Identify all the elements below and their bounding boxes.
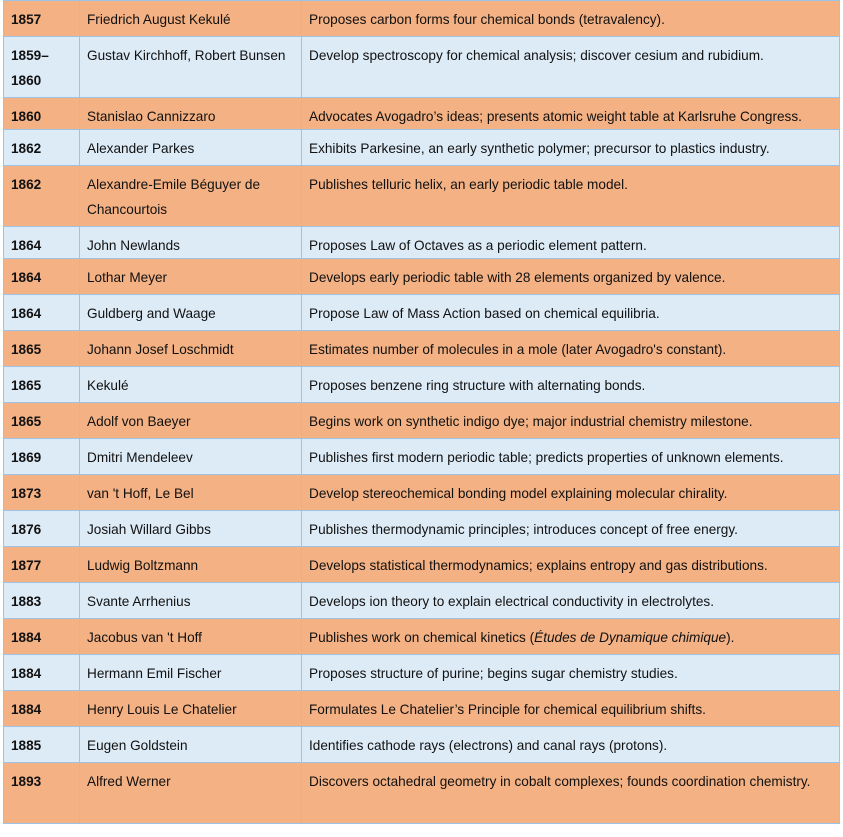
year-cell: 1873 bbox=[4, 475, 80, 511]
event-cell: Proposes benzene ring structure with alternating bonds. bbox=[302, 367, 840, 403]
event-cell: Publishes thermodynamic principles; introduces concept of free energy. bbox=[302, 511, 840, 547]
event-cell: Develops ion theory to explain electrical conductivity in electrolytes. bbox=[302, 583, 840, 619]
person-cell: Alexandre-Emile Béguyer de Chancourtois bbox=[80, 166, 302, 227]
year-cell: 1884 bbox=[4, 655, 80, 691]
person-cell: Guldberg and Waage bbox=[80, 295, 302, 331]
person-cell: Friedrich August Kekulé bbox=[80, 1, 302, 37]
event-cell: Publishes telluric helix, an early periodic table model. bbox=[302, 166, 840, 227]
year-cell: 1864 bbox=[4, 259, 80, 295]
person-cell: Hermann Emil Fischer bbox=[80, 655, 302, 691]
person-cell: Stanislao Cannizzaro bbox=[80, 98, 302, 130]
person-cell: Alexander Parkes bbox=[80, 130, 302, 166]
person-cell: Kekulé bbox=[80, 367, 302, 403]
timeline-body bbox=[4, 1, 840, 824]
person-cell: Svante Arrhenius bbox=[80, 583, 302, 619]
person-cell: Adolf von Baeyer bbox=[80, 403, 302, 439]
event-cell bbox=[302, 619, 840, 655]
person-cell: van 't Hoff, Le Bel bbox=[80, 475, 302, 511]
event-cell: Publishes first modern periodic table; predicts properties of unknown elements. bbox=[302, 439, 840, 475]
event-cell: Begins work on synthetic indigo dye; major industrial chemistry milestone. bbox=[302, 403, 840, 439]
person-cell: Eugen Goldstein bbox=[80, 727, 302, 763]
event-cell: Formulates Le Chatelier’s Principle for chemical equilibrium shifts. bbox=[302, 691, 840, 727]
year-cell: 1883 bbox=[4, 583, 80, 619]
year-cell: 1877 bbox=[4, 547, 80, 583]
person-cell: John Newlands bbox=[80, 227, 302, 259]
event-italic-title: Études de Dynamique chimique bbox=[534, 630, 727, 645]
event-cell: Develops early periodic table with 28 elements organized by valence. bbox=[302, 259, 840, 295]
year-cell: 1864 bbox=[4, 295, 80, 331]
year-cell: 1857 bbox=[4, 1, 80, 37]
person-cell: Alfred Werner bbox=[80, 763, 302, 824]
event-cell: Identifies cathode rays (electrons) and canal rays (protons). bbox=[302, 727, 840, 763]
chemistry-timeline-table bbox=[3, 0, 840, 824]
person-cell: Dmitri Mendeleev bbox=[80, 439, 302, 475]
person-cell: Josiah Willard Gibbs bbox=[80, 511, 302, 547]
year-cell: 1865 bbox=[4, 331, 80, 367]
year-cell: 1859–1860 bbox=[4, 37, 80, 98]
event-cell: Proposes carbon forms four chemical bonds (tetravalency). bbox=[302, 1, 840, 37]
year-cell: 1865 bbox=[4, 403, 80, 439]
person-cell: Johann Josef Loschmidt bbox=[80, 331, 302, 367]
year-cell: 1860 bbox=[4, 98, 80, 130]
person-cell: Henry Louis Le Chatelier bbox=[80, 691, 302, 727]
year-cell: 1884 bbox=[4, 691, 80, 727]
person-cell: Jacobus van 't Hoff bbox=[80, 619, 302, 655]
person-cell: Lothar Meyer bbox=[80, 259, 302, 295]
person-cell: Gustav Kirchhoff, Robert Bunsen bbox=[80, 37, 302, 98]
year-cell: 1862 bbox=[4, 166, 80, 227]
event-cell: Develops statistical thermodynamics; explains entropy and gas distributions. bbox=[302, 547, 840, 583]
event-cell: Develop stereochemical bonding model explaining molecular chirality. bbox=[302, 475, 840, 511]
event-cell: Develop spectroscopy for chemical analysis; discover cesium and rubidium. bbox=[302, 37, 840, 98]
year-cell: 1865 bbox=[4, 367, 80, 403]
year-cell: 1862 bbox=[4, 130, 80, 166]
event-cell: Proposes Law of Octaves as a periodic element pattern. bbox=[302, 227, 840, 259]
event-text-suffix: ). bbox=[726, 630, 735, 645]
event-cell: Proposes structure of purine; begins sugar chemistry studies. bbox=[302, 655, 840, 691]
year-cell: 1876 bbox=[4, 511, 80, 547]
event-cell: Discovers octahedral geometry in cobalt complexes; founds coordination chemistry. bbox=[302, 763, 840, 824]
event-cell: Exhibits Parkesine, an early synthetic polymer; precursor to plastics industry. bbox=[302, 130, 840, 166]
person-cell: Ludwig Boltzmann bbox=[80, 547, 302, 583]
event-text: Publishes work on chemical kinetics ( bbox=[309, 630, 535, 645]
year-cell: 1869 bbox=[4, 439, 80, 475]
year-cell: 1864 bbox=[4, 227, 80, 259]
year-cell: 1885 bbox=[4, 727, 80, 763]
event-cell: Estimates number of molecules in a mole (later Avogadro's constant). bbox=[302, 331, 840, 367]
event-cell: Propose Law of Mass Action based on chemical equilibria. bbox=[302, 295, 840, 331]
year-cell: 1884 bbox=[4, 619, 80, 655]
year-cell: 1893 bbox=[4, 763, 80, 824]
event-cell: Advocates Avogadro’s ideas; presents atomic weight table at Karlsruhe Congress. bbox=[302, 98, 840, 130]
